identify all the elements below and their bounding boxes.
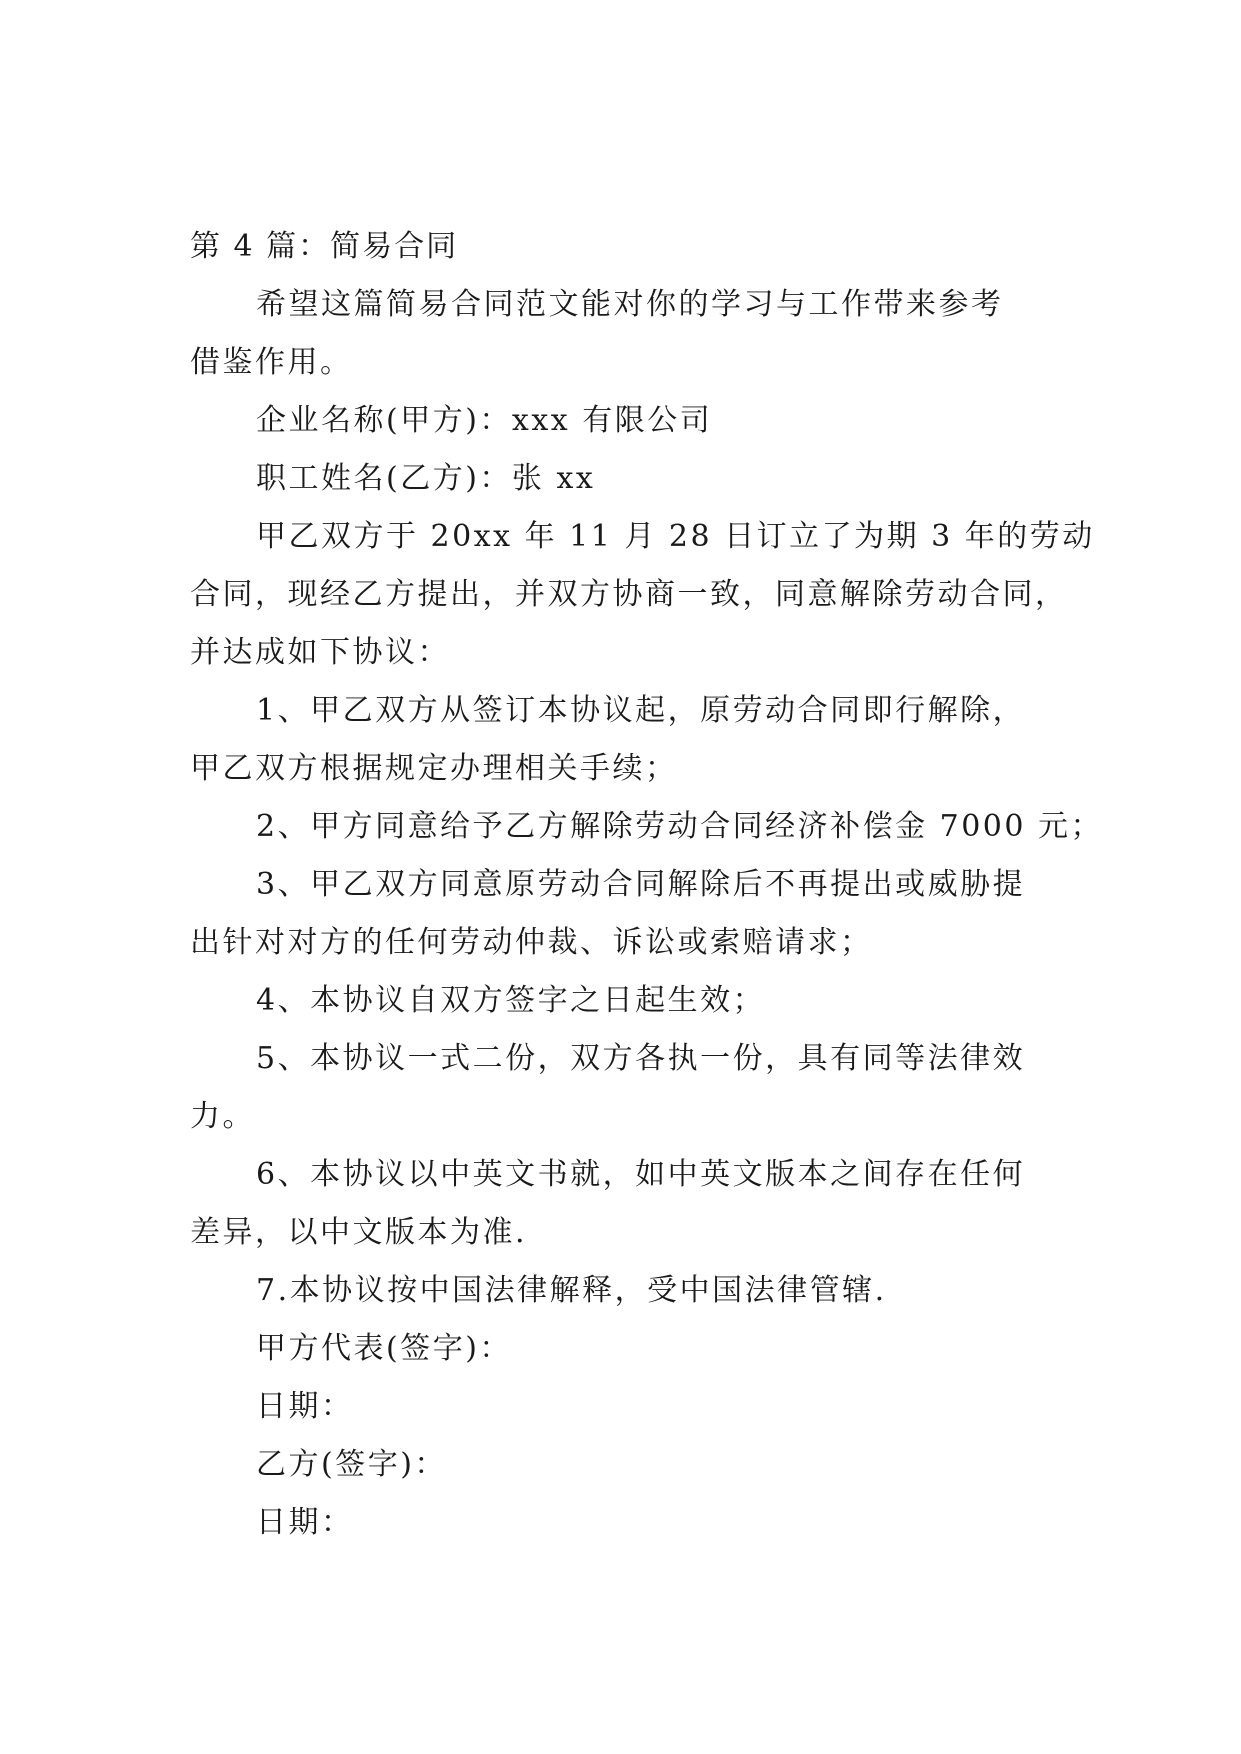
intro-line-1: 希望这篇简易合同范文能对你的学习与工作带来参考 — [256, 287, 1004, 322]
clause-2: 2、甲方同意给予乙方解除劳动合同经济补偿金 7000 元； — [256, 809, 1104, 844]
clause-1-line-2: 甲乙双方根据规定办理相关手续； — [190, 751, 678, 786]
document-title: 第 4 篇：简易合同 — [190, 229, 459, 264]
party-b-name: 职工姓名(乙方)：张 xx — [256, 461, 596, 496]
clause-3-line-1: 3、甲乙双方同意原劳动合同解除后不再提出或威胁提 — [256, 867, 1026, 902]
clause-5-line-1: 5、本协议一式二份，双方各执一份，具有同等法律效 — [256, 1041, 1026, 1076]
intro-line-2: 借鉴作用。 — [190, 345, 353, 380]
preamble-line-2: 合同，现经乙方提出，并双方协商一致，同意解除劳动合同， — [190, 577, 1068, 612]
clause-3-line-2: 出针对对方的任何劳动仲裁、诉讼或索赔请求； — [190, 925, 873, 960]
clause-4: 4、本协议自双方签字之日起生效； — [256, 983, 766, 1018]
party-a-name: 企业名称(甲方)：xxx 有限公司 — [256, 403, 713, 438]
preamble-line-1: 甲乙双方于 20xx 年 11 月 28 日订立了为期 3 年的劳动 — [256, 519, 1095, 554]
party-a-date-label: 日期： — [256, 1389, 354, 1424]
clause-7: 7.本协议按中国法律解释，受中国法律管辖. — [256, 1273, 887, 1308]
document-body — [190, 218, 1104, 1552]
clause-1-line-1: 1、甲乙双方从签订本协议起，原劳动合同即行解除， — [256, 693, 1026, 728]
party-a-signature-label: 甲方代表(签字)： — [256, 1331, 512, 1366]
clause-5-line-2: 力。 — [190, 1099, 255, 1134]
clause-6-line-1: 6、本协议以中英文书就，如中英文版本之间存在任何 — [256, 1157, 1026, 1192]
clause-6-line-2: 差异，以中文版本为准. — [190, 1215, 528, 1250]
party-b-signature-label: 乙方(签字)： — [256, 1447, 447, 1482]
preamble-line-3: 并达成如下协议： — [190, 635, 450, 670]
party-b-date-label: 日期： — [256, 1505, 354, 1540]
